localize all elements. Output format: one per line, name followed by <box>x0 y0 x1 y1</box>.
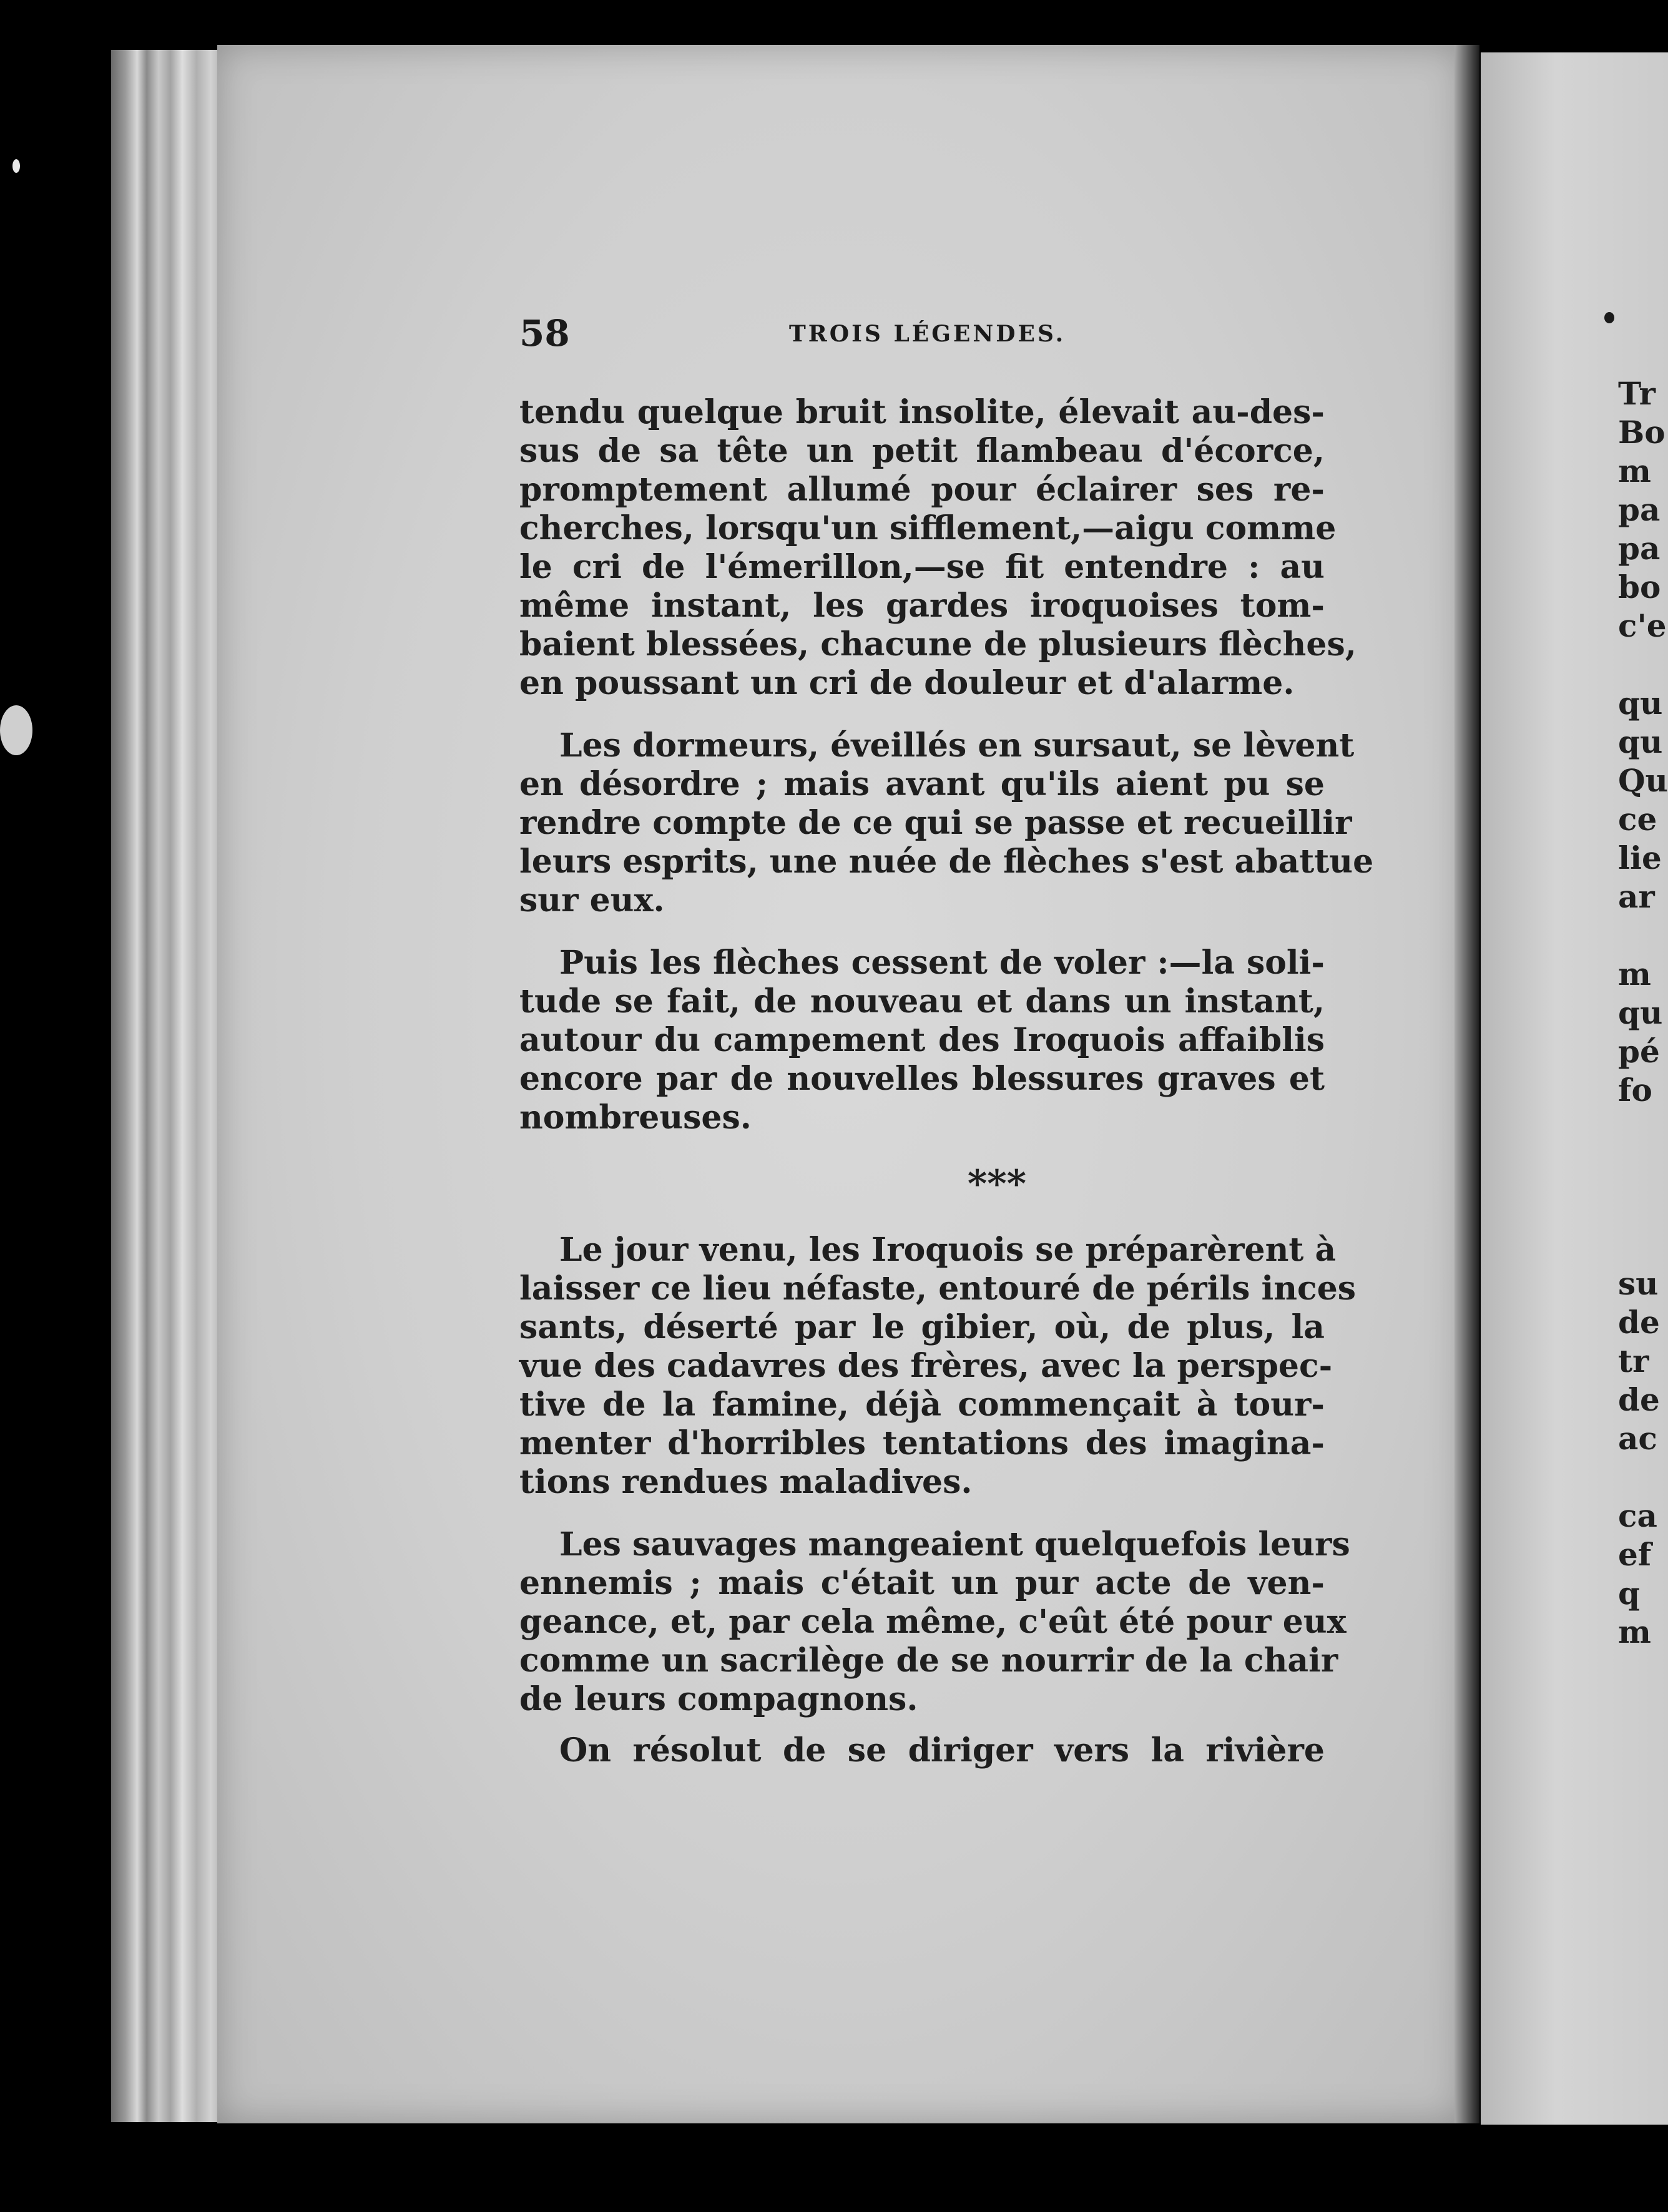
text-line: nombreuses. <box>519 1099 752 1137</box>
text-line: tude se fait, de nouveau et dans un instant, <box>519 982 1325 1020</box>
section-separator: *** <box>967 1162 1027 1206</box>
text-line: Les sauvages mangeaient quelquefois leurs <box>559 1525 1350 1564</box>
text-fragment <box>1618 645 1656 684</box>
text-line: en désordre ; mais avant qu'ils aient pu se <box>519 765 1325 803</box>
text-line: sants, déserté par le gibier, où, de plus, la <box>519 1308 1325 1346</box>
text-fragment: Tr <box>1618 375 1656 412</box>
text-fragment: tr <box>1618 1343 1649 1379</box>
scan-speck <box>12 159 20 173</box>
text-fragment: de <box>1618 1304 1660 1341</box>
text-fragment: c'e <box>1618 607 1667 644</box>
text-fragment <box>1618 1148 1656 1187</box>
text-line: promptement allumé pour éclairer ses re- <box>519 471 1325 509</box>
text-line: tions rendues maladives. <box>519 1463 973 1501</box>
text-line: tendu quelque bruit insolite, élevait au-des- <box>519 393 1325 431</box>
text-line: sur eux. <box>519 881 665 919</box>
text-fragment: ar <box>1618 878 1655 915</box>
page-edges <box>111 50 230 2122</box>
text-line: Puis les flèches cessent de voler :—la soli- <box>559 944 1325 982</box>
text-line: baient blessées, chacune de plusieurs flèches, <box>519 625 1356 663</box>
text-fragment <box>1618 1110 1656 1148</box>
text-fragment <box>1618 916 1656 955</box>
text-fragment: m <box>1618 453 1651 489</box>
paragraph <box>519 393 1356 703</box>
paragraph <box>519 727 1374 920</box>
gutter-shadow <box>1455 45 1479 2123</box>
text-fragment <box>1618 1226 1656 1265</box>
text-fragment <box>1618 1458 1656 1497</box>
text-line: vue des cadavres des frères, avec la perspec- <box>519 1347 1333 1385</box>
text-fragment: qu <box>1618 994 1663 1031</box>
body-text <box>519 393 1374 1770</box>
text-fragment: m <box>1618 1613 1651 1650</box>
text-fragment: q <box>1618 1575 1640 1612</box>
text-line: même instant, les gardes iroquoises tom- <box>519 587 1325 625</box>
scan-speck <box>0 705 32 755</box>
text-fragment: fo <box>1618 1072 1652 1108</box>
page-number: 58 <box>519 312 570 355</box>
text-line: cherches, lorsqu'un sifflement,—aigu comme <box>519 509 1337 547</box>
text-line: On résolut de se diriger vers la rivière <box>559 1731 1325 1769</box>
text-fragment: pa <box>1618 491 1661 528</box>
running-title: TROIS LÉGENDES. <box>789 321 1066 347</box>
text-fragment: de <box>1618 1381 1660 1418</box>
text-line: laisser ce lieu néfaste, entouré de périls inces <box>519 1270 1356 1308</box>
text-fragment: qu <box>1618 723 1663 760</box>
scan-speck <box>1604 312 1614 323</box>
text-line: le cri de l'émerillon,—se fit entendre : au <box>519 548 1325 586</box>
text-fragment: ef <box>1618 1536 1652 1573</box>
text-line: menter d'horribles tentations des imagina- <box>519 1424 1325 1462</box>
text-line: geance, et, par cela même, c'eût été pour eux <box>519 1603 1347 1641</box>
paragraph <box>519 1231 1356 1502</box>
text-fragment: m <box>1618 956 1651 992</box>
text-fragment: lie <box>1618 839 1662 876</box>
text-fragment: su <box>1618 1265 1659 1302</box>
text-line: tive de la famine, déjà commençait à tour- <box>519 1386 1325 1424</box>
text-line: ennemis ; mais c'était un pur acte de ven- <box>519 1564 1325 1602</box>
paragraph <box>519 1525 1350 1719</box>
facing-page-text <box>1618 374 1668 1652</box>
text-line: comme un sacrilège de se nourrir de la chair <box>519 1642 1338 1680</box>
text-fragment: ca <box>1618 1497 1657 1534</box>
text-line: Les dormeurs, éveillés en sursaut, se lèvent <box>559 727 1355 765</box>
text-fragment: Bo <box>1618 414 1666 451</box>
text-fragment: bo <box>1618 569 1661 605</box>
paragraph <box>519 1731 1325 1770</box>
text-fragment: pa <box>1618 530 1661 567</box>
text-fragment: ac <box>1618 1420 1657 1457</box>
text-line: rendre compte de ce qui se passe et recueillir <box>519 804 1352 842</box>
text-line: en poussant un cri de douleur et d'alarme. <box>519 664 1295 702</box>
text-fragment: Qu <box>1618 762 1668 799</box>
page-header <box>519 312 1331 362</box>
text-fragment: pé <box>1618 1033 1660 1070</box>
text-line: leurs esprits, une nuée de flèches s'est abattue <box>519 843 1374 881</box>
text-line: autour du campement des Iroquois affaiblis <box>519 1021 1325 1059</box>
text-line: Le jour venu, les Iroquois se préparèrent à <box>559 1231 1337 1269</box>
text-fragment: qu <box>1618 685 1663 722</box>
text-line: encore par de nouvelles blessures graves et <box>519 1060 1325 1098</box>
text-line: de leurs compagnons. <box>519 1680 918 1718</box>
paragraph <box>519 944 1325 1137</box>
text-fragment: ce <box>1618 801 1657 838</box>
text-fragment <box>1618 1187 1656 1226</box>
text-line: sus de sa tête un petit flambeau d'écorce, <box>519 432 1325 470</box>
